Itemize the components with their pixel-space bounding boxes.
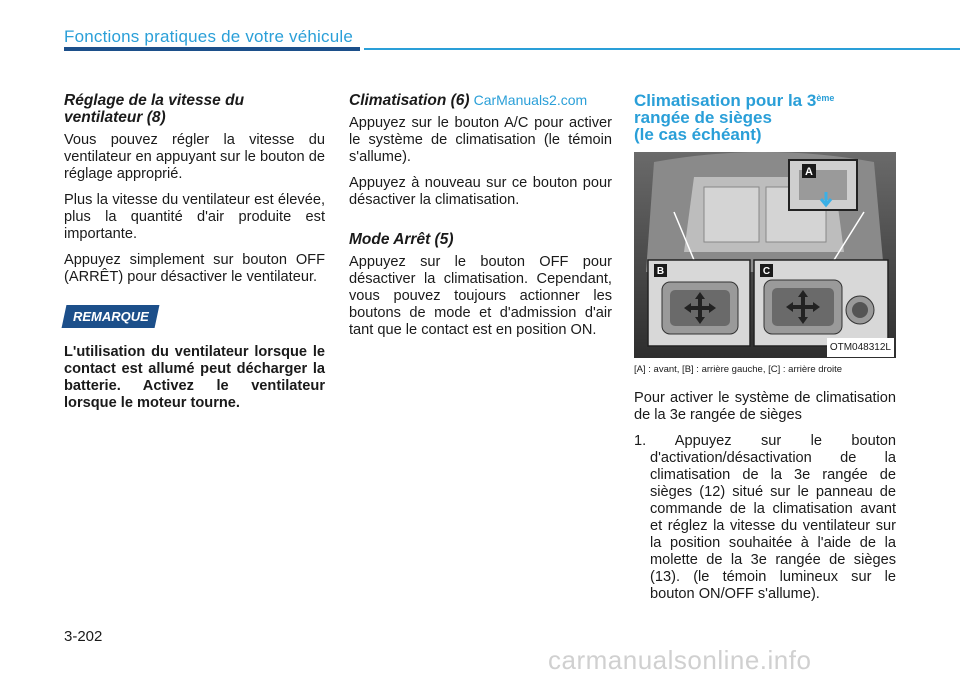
paragraph: Appuyez sur le bouton A/C pour activer le système de climatisation (le témoin s'allume). (349, 115, 612, 165)
cargo-illustration (634, 152, 896, 358)
header-title: Fonctions pratiques de votre véhicule (64, 27, 354, 46)
column-3 (634, 92, 896, 612)
page-number: 3-202 (64, 628, 103, 645)
ac-heading (349, 92, 612, 109)
figure-caption: [A] : avant, [B] : arrière gauche, [C] : arrière droite (634, 364, 843, 375)
off-mode-heading: Mode Arrêt (5) (349, 231, 454, 248)
paragraph: Appuyez sur le bouton OFF pour désactiver la climatisation. Cependant, vous pouvez toujours actionner les boutons de mode et d'admission d'air tant que le contact est en position ON. (349, 254, 612, 338)
label-a: A (805, 166, 813, 178)
paragraph: Plus la vitesse du ventilateur est élevée, plus la quantité d'air produite est importante. (64, 192, 325, 242)
watermark-link[interactable]: CarManuals2.com (473, 92, 588, 108)
list-item: 1. Appuyez sur le bouton d'activation/désactivation de la climatisation de la 3e rangée de sièges (12) situé sur le panneau de commande de la climatisation avant et réglez la vitesse du ventilateur sur la position souhaitée à l'aide de la molette de la 3e rangée de sièges (13). (le témoin lumineux sur le bouton ON/OFF s'allume). (634, 433, 896, 602)
paragraph: Appuyez simplement sur bouton OFF (ARRÊT) pour désactiver le ventilateur. (64, 252, 325, 285)
third-row-heading (634, 92, 896, 143)
ac-heading-text: Climatisation (6) (349, 92, 470, 109)
remark-label: REMARQUE (73, 309, 149, 324)
heading-line-2: rangée de sièges (634, 108, 772, 127)
remark-badge (62, 305, 160, 328)
remark-text: L'utilisation du ventilateur lorsque le contact est allumé peut décharger la batterie. Activez le ventilateur lorsque le moteur tourne. (64, 344, 325, 411)
heading-superscript: ème (816, 93, 835, 103)
footer-watermark[interactable]: carmanualsonline.info (548, 645, 812, 675)
label-b: B (656, 266, 665, 277)
heading-line-3: (le cas échéant) (634, 125, 762, 144)
paragraph: Vous pouvez régler la vitesse du ventilateur en appuyant sur le bouton de réglage approprié. (64, 132, 325, 182)
header-rule-dark (64, 47, 360, 51)
vehicle-rear-figure (634, 152, 896, 358)
label-c: C (762, 266, 771, 277)
paragraph: Pour activer le système de climatisation de la 3e rangée de sièges (634, 390, 896, 423)
column-2 (349, 92, 612, 348)
paragraph: Appuyez à nouveau sur ce bouton pour désactiver la climatisation. (349, 175, 612, 208)
figure-code: OTM048312L (827, 338, 894, 357)
header-rule-light (364, 48, 960, 50)
fan-speed-heading: Réglage de la vitesse du ventilateur (8) (64, 92, 245, 126)
column-1 (64, 92, 325, 421)
heading-line-1: Climatisation pour la 3 (634, 91, 817, 110)
